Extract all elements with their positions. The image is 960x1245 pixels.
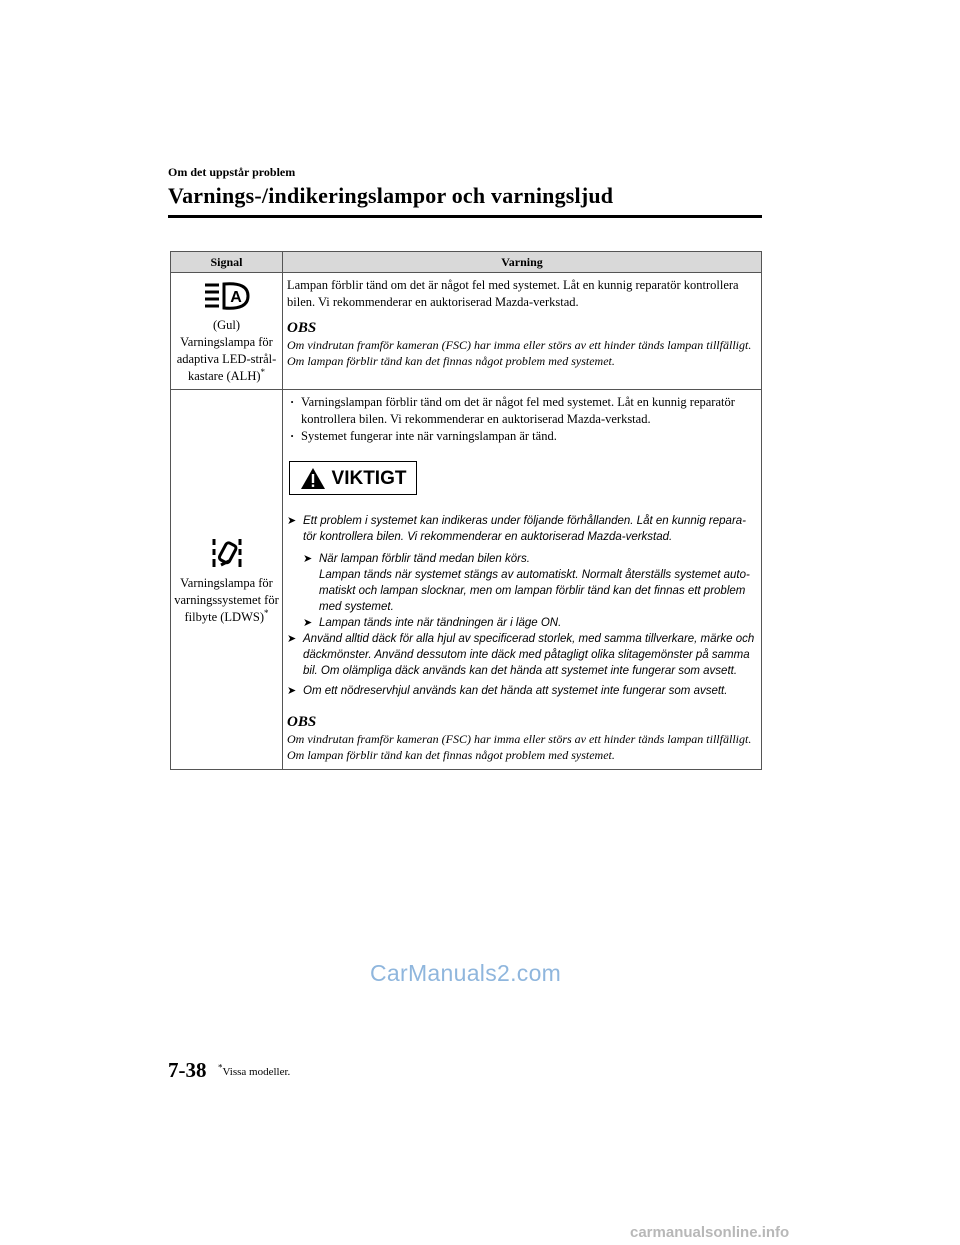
list-item: · Varningslampan förblir tänd om det är något fel med systemet. Låt en kunnig reparatör kontrollera bilen. Vi rekommenderar en auktoriserad Mazda-verkstad. [287,394,757,428]
important-notice-box [289,461,417,495]
warning-cell [283,390,762,770]
list-item: · Systemet fungerar inte när varningslampan är tänd. [287,428,757,445]
signal-name-line: varningssystemet för [174,593,279,607]
list-item [287,631,757,679]
heading-divider [168,215,762,218]
list-item [287,513,757,545]
page-title: Varnings-/indikeringslampor och varningsljud [168,183,614,208]
arrow-icon: ➤ [287,633,297,645]
warning-lights-table [170,251,762,770]
column-header-signal: Signal [171,252,283,273]
svg-text:A: A [229,289,242,306]
warning-cell [283,273,762,390]
signal-cell [171,390,283,770]
page-number: 7-38 [168,1058,207,1082]
signal-name-line: kastare (ALH) [187,369,261,383]
arrow-icon: ➤ [303,553,313,565]
table-row [171,390,762,770]
list-item-text: Lampan tänds när systemet stängs av automatiskt. Normalt återställs systemet auto-matiskt och lampan slocknar, men om lampan förblir tänd kan det finnas ett problem med systemet. [319,569,750,613]
warning-text: Lampan förblir tänd om det är något fel med systemet. Låt en kunnig reparatör kontrollera bilen. Vi rekommenderar en auktoriserad Mazda-verkstad. [287,278,739,309]
signal-name-line: adaptiva LED-strål- [176,352,277,366]
arrow-icon: ➤ [303,617,313,629]
list-item [303,615,757,631]
signal-cell [171,273,283,390]
bullet-list [287,394,757,445]
list-item [303,551,757,615]
important-list [287,513,757,699]
column-header-warning: Varning [283,252,762,273]
signal-name-line: Varningslampa för [180,576,273,590]
arrow-icon: ➤ [287,685,297,697]
optional-marker: * [264,607,269,618]
arrow-icon: ➤ [287,515,297,527]
section-label: Om det uppstår problem [168,165,296,179]
warning-triangle-icon [300,467,326,490]
footnote [218,1062,291,1078]
list-item-text: När lampan förblir tänd medan bilen körs. [319,553,530,565]
list-item-text: Lampan tänds inte när tändningen är i läge ON. [319,617,562,629]
signal-color: (Gul) [212,318,241,332]
note-text: Om vindrutan framför kameran (FSC) har imma eller störs av ett hinder tänds lampan tillfälligt. Om lampan förblir tänd kan det finnas något problem med systemet. [287,732,752,762]
list-item-text: Om ett nödreservhjul används kan det hända att systemet inte fungerar som avsett. [303,685,728,697]
site-watermark: carmanualsonline.info [630,1224,790,1241]
table-header-row [171,252,762,273]
optional-marker: * [260,366,266,377]
footnote-marker: * [218,1062,223,1073]
signal-name-line: Varningslampa för [180,335,273,349]
watermark-logo: CarManuals2.com [370,960,562,986]
note-title: OBS [287,714,317,730]
note-text: Om vindrutan framför kameran (FSC) har imma eller störs av ett hinder tänds lampan tillfälligt. Om lampan förblir tänd kan det finnas något problem med systemet. [287,338,752,368]
signal-name-line: filbyte (LDWS) [184,610,264,624]
footnote-text: Vissa modeller. [222,1066,291,1078]
table-row [171,273,762,390]
adaptive-led-headlight-warning-icon [202,279,252,313]
list-item-text: Använd alltid däck för alla hjul av specificerad storlek, med samma tillverkare, märke och däckmönster. Använd dessutom inte däck med påtagligt olika slitagemönster på samma bil. Om olämpliga däck används kan det hända att systemet inte fungerar som avsett. [303,633,755,677]
list-item-text: Ett problem i systemet kan indikeras under följande förhållanden. Låt en kunnig repara-tör kontrollera bilen. Vi rekommenderar en auktoriserad Mazda-verkstad. [303,515,747,543]
lane-departure-warning-icon [209,535,245,571]
list-item [287,683,757,699]
important-label: VIKTIGT [331,467,407,489]
note-title: OBS [287,320,317,336]
